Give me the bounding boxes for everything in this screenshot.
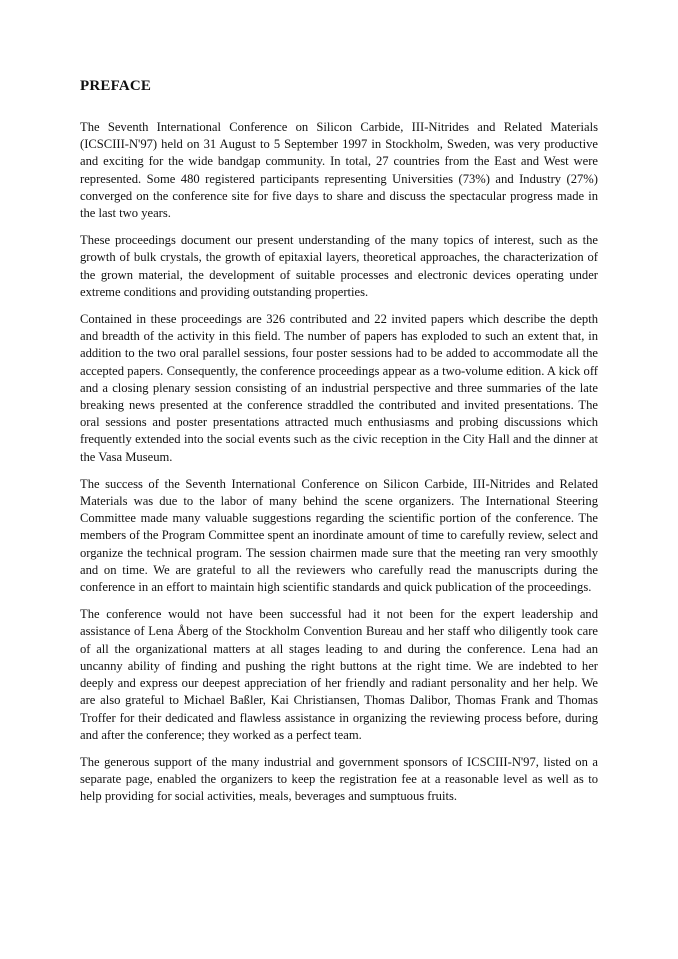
paragraph-organizers: The success of the Seventh International Conference on Silicon Carbide, III-Nitrides and Related Materials was due to the labor of many behind the scene organizers. The International Steering Committee made many valuable suggestions regarding the scientific portion of the conference. The members of the Program Committee spent an inordinate amount of time to carefully review, select and organize the technical program. The session chairmen made sure that the meeting ran very smoothly and on time. We are grateful to all the reviewers who carefully read the manuscripts during the conference in an effort to maintain high scientific standards and quick publication of the proceedings. [80,476,598,595]
paragraph-acknowledgements: The conference would not have been successful had it not been for the expert leadership and assistance of Lena Åberg of the Stockholm Convention Bureau and her staff who diligently took care of all the organizational matters at all stages leading to and during the conference. Lena had an uncanny ability of finding and pushing the right buttons at the right time. We are indebted to her deeply and express our deepest appreciation of her friendly and radiant personality and her help. We are also grateful to Michael Baßler, Kai Christiansen, Thomas Dalibor, Thomas Frank and Thomas Troffer for their dedicated and flawless assistance in organizing the reviewing process before, during and after the conference; they worked as a perfect team. [80,607,598,742]
paragraph-topics: These proceedings document our present understanding of the many topics of interest, such as the growth of bulk crystals, the growth of epitaxial layers, theoretical approaches, the characterization of the grown material, the development of suitable processes and electronic devices operating under extreme conditions and providing outstanding properties. [80,233,598,299]
paragraph-conference-overview: The Seventh International Conference on Silicon Carbide, III-Nitrides and Related Materials (ICSCIII-N'97) held on 31 August to 5 September 1997 in Stockholm, Sweden, was very productive and exciting for the wide bandgap community. In total, 27 countries from the East and West were represented. Some 480 registered participants representing Universities (73%) and Industry (27%) converged on the conference site for five days to share and discuss the spectacular progress made in the last two years. [80,120,598,221]
document-page [80,78,598,816]
paragraph-papers-sessions: Contained in these proceedings are 326 contributed and 22 invited papers which describe the depth and breadth of the activity in this field. The number of papers has exploded to such an extent that, in addition to the two oral parallel sessions, four poster sessions had to be added to accommodate all the accepted papers. Consequently, the conference proceedings appear as a two-volume edition. A kick off and a closing plenary session consisting of an industrial perspective and three summaries of the late breaking news presented at the conference straddled the contributed and invited presentations. The oral sessions and poster presentations attracted much enthusiasms and probing discussions which frequently extended into the social events such as the civic reception in the City Hall and the dinner at the Vasa Museum. [80,312,598,464]
page-title: PREFACE [80,78,152,94]
paragraph-sponsors: The generous support of the many industrial and government sponsors of ICSCIII-N'97, listed on a separate page, enabled the organizers to keep the registration fee at a reasonable level as well as to help providing for social activities, meals, beverages and sumptuous fruits. [80,754,598,804]
